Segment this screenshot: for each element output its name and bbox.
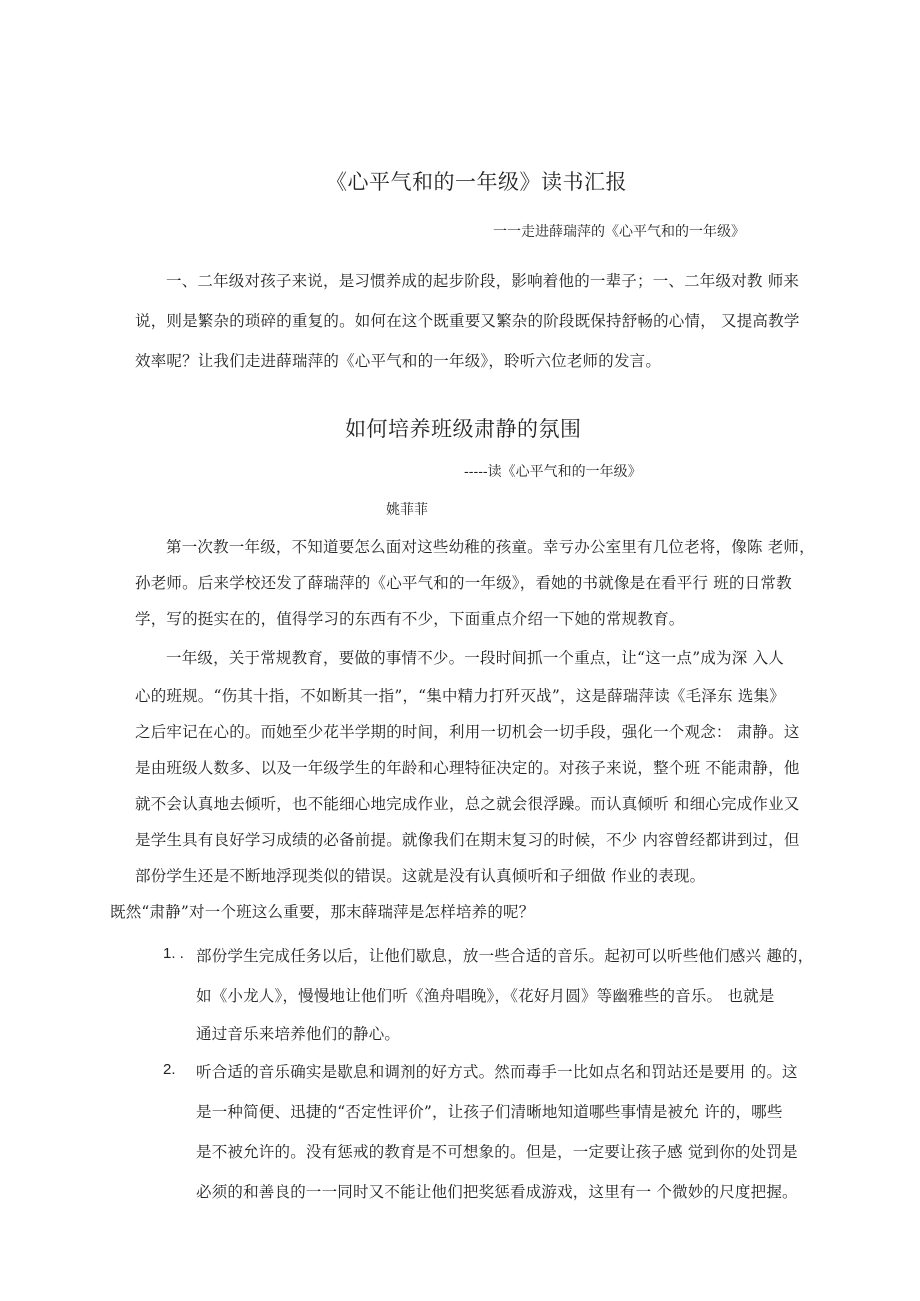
text-line: 是不被允许的。没有惩戒的教育是不可想象的。但是，一定要让孩子感 觉到你的处罚是 bbox=[196, 1143, 798, 1161]
text-line: 一、二年级对孩子来说，是习惯养成的起步阶段，影响着他的一辈子；一、二年级对教 师来 bbox=[166, 272, 800, 290]
text-line: 一年级，关于常规教育，要做的事情不少。一段时间抓一个重点，让“这一点”成为深 入人 bbox=[166, 649, 784, 667]
text-line: 说，则是繁杂的琐碎的重复的。如何在这个既重要又繁杂的阶段既保持舒畅的心情， 又提高教学 bbox=[135, 312, 800, 330]
section-author: 姚菲菲 bbox=[386, 502, 428, 518]
document-title: 《心平气和的一年级》读书汇报 bbox=[326, 170, 627, 194]
text-line: 学，写的挺实在的，值得学习的东西有不少，下面重点介绍一下她的常规教育。 bbox=[135, 610, 685, 628]
section-subtitle: -----读《心平气和的一年级》 bbox=[464, 464, 642, 480]
text-line: 第一次教一年级，不知道要怎么面对这些幼稚的孩童。幸亏办公室里有几位老将，像陈 老师， bbox=[166, 538, 815, 556]
text-line: 如《小龙人》，慢慢地让他们听《渔舟唱晚》，《花好月圆》等幽雅些的音乐。 也就是 bbox=[196, 987, 775, 1005]
question-line: 既然“肃静”对一个班这么重要，那末薛瑞萍是怎样培养的呢？ bbox=[110, 903, 535, 921]
text-line: 是学生具有良好学习成绩的必备前提。就像我们在期末复习的时候，不少 内容曾经都讲到过，但 bbox=[135, 831, 800, 849]
text-line: 心的班规。“伤其十指，不如断其一指”，“集中精力打歼灭战”，这是薛瑞萍读《毛泽东 选集》 bbox=[135, 687, 785, 705]
text-line: 孙老师。后来学校还发了薛瑞萍的《心平气和的一年级》，看她的书就像是在看平行 班的日常教 bbox=[135, 574, 792, 592]
text-line: 部份学生完成任务以后，让他们歇息，放一些合适的音乐。起初可以听些他们感兴 趣的， bbox=[196, 947, 814, 965]
text-line: 必须的和善良的一一同时又不能让他们把奖惩看成游戏，这里有一 个微妙的尺度把握。 bbox=[196, 1183, 798, 1201]
text-line: 是一种简便、迅捷的“否定性评价”，让孩子们清晰地知道哪些事情是被允 许的，哪些 bbox=[196, 1103, 783, 1121]
text-line: 部份学生还是不断地浮现类似的错误。这就是没有认真倾听和子细做 作业的表现。 bbox=[135, 867, 706, 885]
text-line: 通过音乐来培养他们的静心。 bbox=[196, 1025, 401, 1043]
text-line: 就不会认真地去倾听，也不能细心地完成作业，总之就会很浮躁。而认真倾听 和细心完成作业又 bbox=[135, 795, 800, 813]
list-item-number: 2. bbox=[163, 1061, 176, 1078]
text-line: 是由班级人数多、以及一年级学生的年龄和心理特征决定的。对孩子来说，整个班 不能肃静，他 bbox=[135, 759, 800, 777]
text-line: 之后牢记在心的。而她至少花半学期的时间，利用一切机会一切手段，强化一个观念： 肃静。这 bbox=[135, 723, 800, 741]
list-item-number: 1. . bbox=[163, 945, 184, 962]
text-line: 效率呢？让我们走进薛瑞萍的《心平气和的一年级》，聆听六位老师的发言。 bbox=[135, 352, 662, 370]
document-subtitle: 一一走进薛瑞萍的《心平气和的一年级》 bbox=[493, 224, 745, 240]
text-line: 听合适的音乐确实是歇息和调剂的好方式。然而毒手一比如点名和罚站还是要用 的。这 bbox=[196, 1063, 798, 1081]
section-title: 如何培养班级肃静的氛围 bbox=[345, 417, 582, 441]
